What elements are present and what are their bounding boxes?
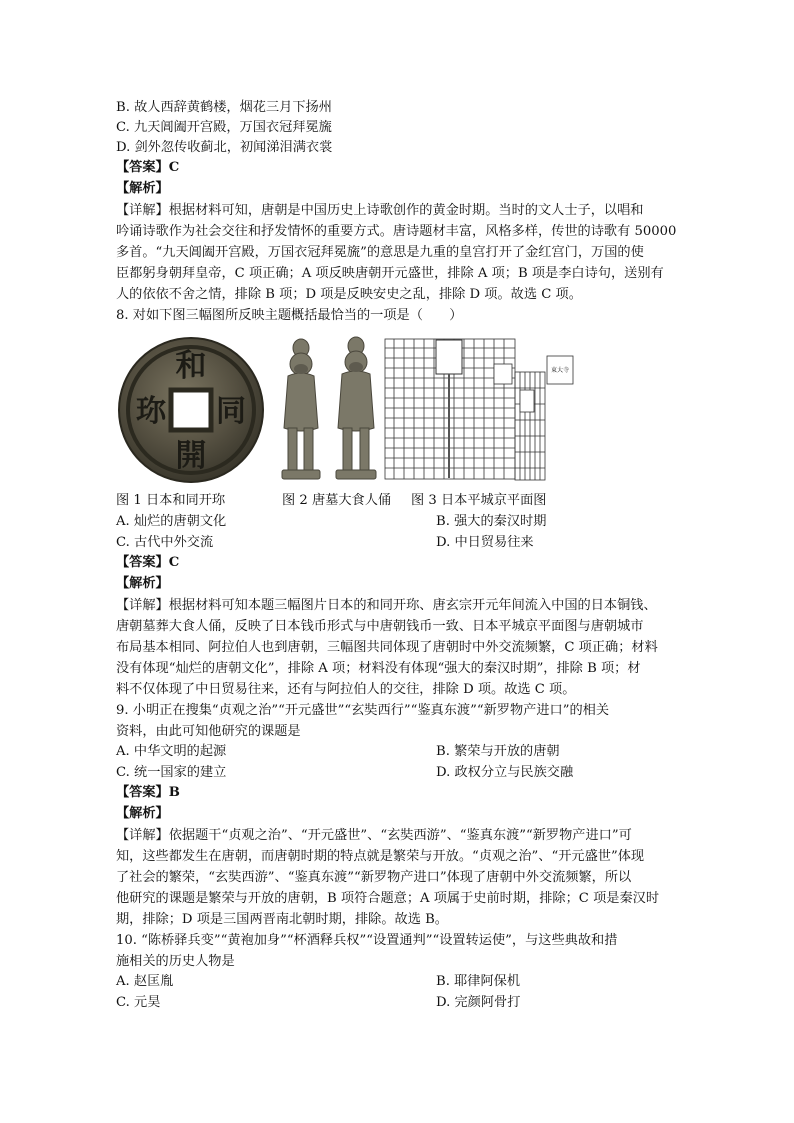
q9-option-b: B. 繁荣与开放的唐朝 xyxy=(436,744,560,759)
coin-char-top: 和 xyxy=(175,348,207,384)
q8-option-d: D. 中日贸易往来 xyxy=(436,535,534,550)
q8-option-a: A. 灿烂的唐朝文化 xyxy=(116,514,227,529)
figure-2-caption: 图 2 唐墓大食人俑 xyxy=(282,493,392,508)
q8-options-row-2 xyxy=(116,533,686,553)
q7-detail-line: 【详解】根据材料可知，唐朝是中国历史上诗歌创作的黄金时期。当时的文人士子，以唱和 xyxy=(116,203,644,218)
q9-detail-line: 【详解】依据题干“贞观之治”、“开元盛世”、“玄奘西游”、“鉴真东渡”“新罗物产进口”可 xyxy=(116,828,632,843)
tang-figurine-image xyxy=(274,336,384,484)
q9-answer: 【答案】B xyxy=(116,785,180,800)
wado-kaichin-coin-image xyxy=(116,336,266,484)
q7-detail-line: 吟诵诗歌作为社会交往和抒发情怀的重要方式。唐诗题材丰富，风格多样，传世的诗歌有 50000 xyxy=(116,224,677,239)
q9-stem-line-1: 9. 小明正在搜集“贞观之治”“开元盛世”“玄奘西行”“鉴真东渡”“新罗物产进口”的相关 xyxy=(116,703,610,718)
q10-option-a: A. 赵匡胤 xyxy=(116,974,174,989)
q9-options-row-1 xyxy=(116,742,686,762)
q9-analysis-label: 【解析】 xyxy=(116,806,169,821)
coin-char-left: 珎 xyxy=(136,394,166,429)
q8-detail-line: 布局基本相同、阿拉伯人也到唐朝，三幅图共同体现了唐朝时中外交流频繁，C 项正确；材料 xyxy=(116,640,658,655)
heijokyo-city-plan-image xyxy=(384,338,584,482)
q10-option-b: B. 耶律阿保机 xyxy=(436,974,521,989)
q7-detail-line: 多首。“九天阊阖开宫殿，万国衣冠拜冕旒”的意思是九重的皇宫打开了金红宫门，万国的使 xyxy=(116,245,644,260)
q8-detail-line: 没有体现“灿烂的唐朝文化”，排除 A 项；材料没有体现“强大的秦汉时期”，排除 B 项；材 xyxy=(116,661,641,676)
map-label-todaiji: 東大寺 xyxy=(550,367,570,374)
q10-option-c: C. 元昊 xyxy=(116,995,161,1010)
q7-answer: 【答案】C xyxy=(116,160,180,175)
q9-detail-line: 知，这些都发生在唐朝，而唐朝时期的特点就是繁荣与开放。“贞观之治”、“开元盛世”体现 xyxy=(116,849,645,864)
q7-option-b: B. 故人西辞黄鹤楼，烟花三月下扬州 xyxy=(116,100,332,115)
q7-detail-line: 人的依依不舍之情，排除 B 项；D 项是反映安史之乱，排除 D 项。故选 C 项。 xyxy=(116,287,582,302)
q9-stem-line-2: 资料，由此可知他研究的课题是 xyxy=(116,724,301,739)
q10-stem-line-2: 施相关的历史人物是 xyxy=(116,954,235,969)
q10-option-d: D. 完颜阿骨打 xyxy=(436,995,521,1010)
coin-char-bottom: 開 xyxy=(175,438,207,474)
q7-detail-line: 臣都躬身朝拜皇帝，C 项正确；A 项反映唐朝开元盛世，排除 A 项；B 项是李白诗句，送别有 xyxy=(116,266,664,281)
q9-options-row-2 xyxy=(116,763,686,783)
q10-options-row-2 xyxy=(116,993,686,1013)
q8-detail-line: 唐朝墓葬大食人俑，反映了日本钱币形式与中唐朝钱币一致、日本平城京平面图与唐朝城市 xyxy=(116,619,644,634)
q8-figures xyxy=(116,336,586,484)
q7-option-d: D. 剑外忽传收蓟北，初闻涕泪满衣裳 xyxy=(116,140,333,155)
coin-char-right: 同 xyxy=(216,394,246,429)
q7-option-c: C. 九天阊阖开宫殿，万国衣冠拜冕旒 xyxy=(116,120,332,135)
q10-stem-line-1: 10. “陈桥驿兵变”“黄袍加身”“杯酒释兵权”“设置通判”“设置转运使”，与这些典故和措 xyxy=(116,933,618,948)
q8-stem: 8. 对如下图三幅图所反映主题概括最恰当的一项是（ ） xyxy=(116,308,463,323)
q8-detail-line: 【详解】根据材料可知本题三幅图片日本的和同开珎、唐玄宗开元年间流入中国的日本铜钱、 xyxy=(116,598,657,613)
q8-options-row-1 xyxy=(116,512,686,532)
q8-analysis-label: 【解析】 xyxy=(116,576,169,591)
figure-3-caption: 图 3 日本平城京平面图 xyxy=(411,493,547,508)
q8-option-b: B. 强大的秦汉时期 xyxy=(436,514,547,529)
q8-option-c: C. 古代中外交流 xyxy=(116,535,214,550)
figure-1-caption: 图 1 日本和同开珎 xyxy=(116,493,226,508)
q8-detail-line: 料不仅体现了中日贸易往来，还有与阿拉伯人的交往，排除 D 项。故选 C 项。 xyxy=(116,682,576,697)
q8-answer: 【答案】C xyxy=(116,555,180,570)
q9-option-c: C. 统一国家的建立 xyxy=(116,765,227,780)
q9-detail-line: 期，排除；D 项是三国两晋南北朝时期，排除。故选 B。 xyxy=(116,912,448,927)
q9-option-d: D. 政权分立与民族交融 xyxy=(436,765,574,780)
q9-option-a: A. 中华文明的起源 xyxy=(116,744,227,759)
q7-analysis-label: 【解析】 xyxy=(116,181,169,196)
q9-detail-line: 他研究的课题是繁荣与开放的唐朝，B 项符合题意；A 项属于史前时期，排除；C 项是秦汉时 xyxy=(116,891,660,906)
q10-options-row-1 xyxy=(116,972,686,992)
q9-detail-line: 了社会的繁荣，“玄奘西游”、“鉴真东渡”“新罗物产进口”体现了唐朝中外交流频繁，所以 xyxy=(116,870,632,885)
